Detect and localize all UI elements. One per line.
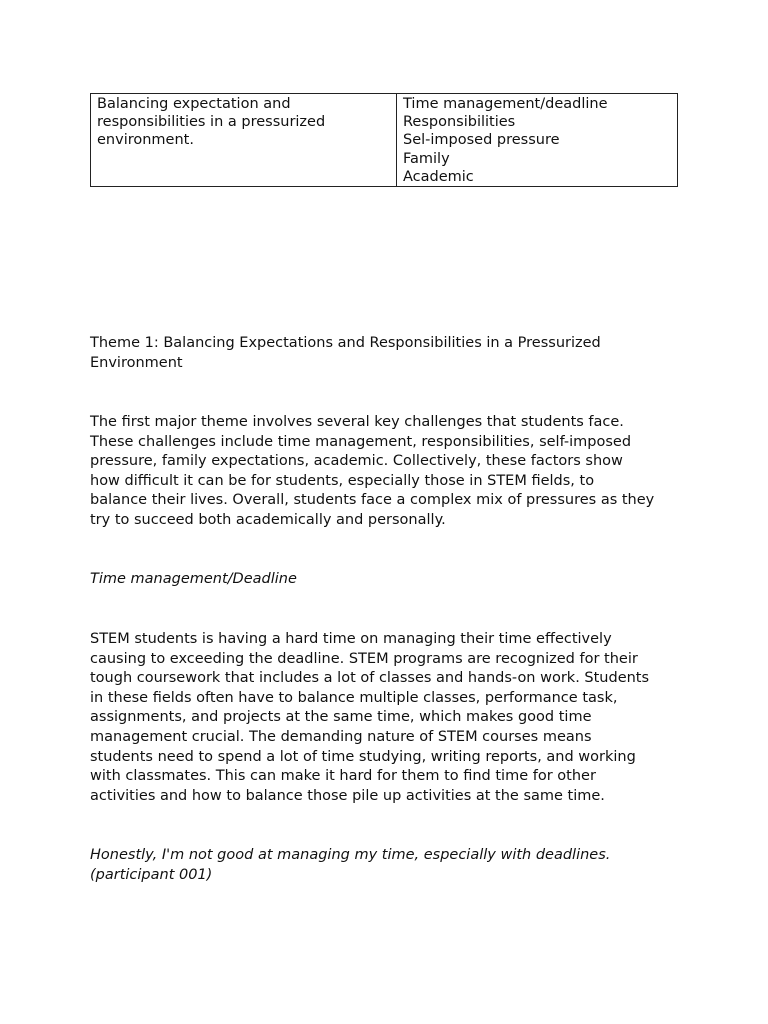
quote-line: Honestly, I'm not good at managing my time, especially with deadlines. — [90, 847, 611, 863]
subtheme-item: Academic — [403, 168, 474, 185]
subtheme-item: Family — [403, 150, 450, 167]
subtheme-item: Responsibilities — [403, 114, 516, 131]
theme-cell-line: responsibilities in a pressurized — [97, 114, 326, 131]
theme-summary-table — [90, 93, 678, 187]
paragraph-line: balance their lives. Overall, students face a complex mix of pressures as they — [90, 492, 655, 509]
participant-quote — [90, 846, 690, 885]
paragraph-line: management crucial. The demanding nature of STEM courses means — [90, 728, 592, 745]
paragraph-line: students need to spend a lot of time studying, writing reports, and working — [90, 748, 636, 765]
paragraph-line: assignments, and projects at the same time, which makes good time — [90, 709, 592, 726]
theme-title-line: Theme 1: Balancing Expectations and Responsibilities in a Pressurized — [90, 335, 601, 351]
quote-attribution: (participant 001) — [90, 866, 213, 883]
subtheme-item: Sel-imposed pressure — [403, 132, 560, 149]
paragraph-line: causing to exceeding the deadline. STEM programs are recognized for their — [90, 650, 638, 667]
intro-paragraph — [90, 413, 690, 531]
paragraph-line: activities and how to balance those pile up activities at the same time. — [90, 787, 605, 804]
theme-cell-line: Balancing expectation and — [97, 96, 291, 112]
paragraph-line: in these fields often have to balance multiple classes, performance task, — [90, 689, 618, 706]
paragraph-line: The first major theme involves several key challenges that students face. — [90, 414, 624, 430]
subheading — [90, 570, 690, 590]
subheading-text: Time management/Deadline — [90, 571, 297, 587]
table-row — [91, 94, 678, 187]
paragraph-line: how difficult it can be for students, especially those in STEM fields, to — [90, 472, 595, 489]
theme-title-line: Environment — [90, 354, 183, 371]
paragraph-line: STEM students is having a hard time on managing their time effectively — [90, 631, 612, 647]
subthemes-cell — [397, 94, 678, 187]
theme-title — [90, 334, 690, 373]
paragraph-line: pressure, family expectations, academic. Collectively, these factors show — [90, 453, 623, 470]
theme-cell — [91, 94, 397, 187]
paragraph-line: tough coursework that includes a lot of classes and hands-on work. Students — [90, 670, 650, 687]
subtheme-item: Time management/deadline — [403, 96, 608, 112]
paragraph-line: with classmates. This can make it hard for them to find time for other — [90, 768, 596, 785]
paragraph-line: These challenges include time management, responsibilities, self-imposed — [90, 433, 632, 450]
theme-cell-line: environment. — [97, 132, 194, 149]
body-paragraph — [90, 630, 690, 806]
paragraph-line: try to succeed both academically and personally. — [90, 511, 446, 528]
